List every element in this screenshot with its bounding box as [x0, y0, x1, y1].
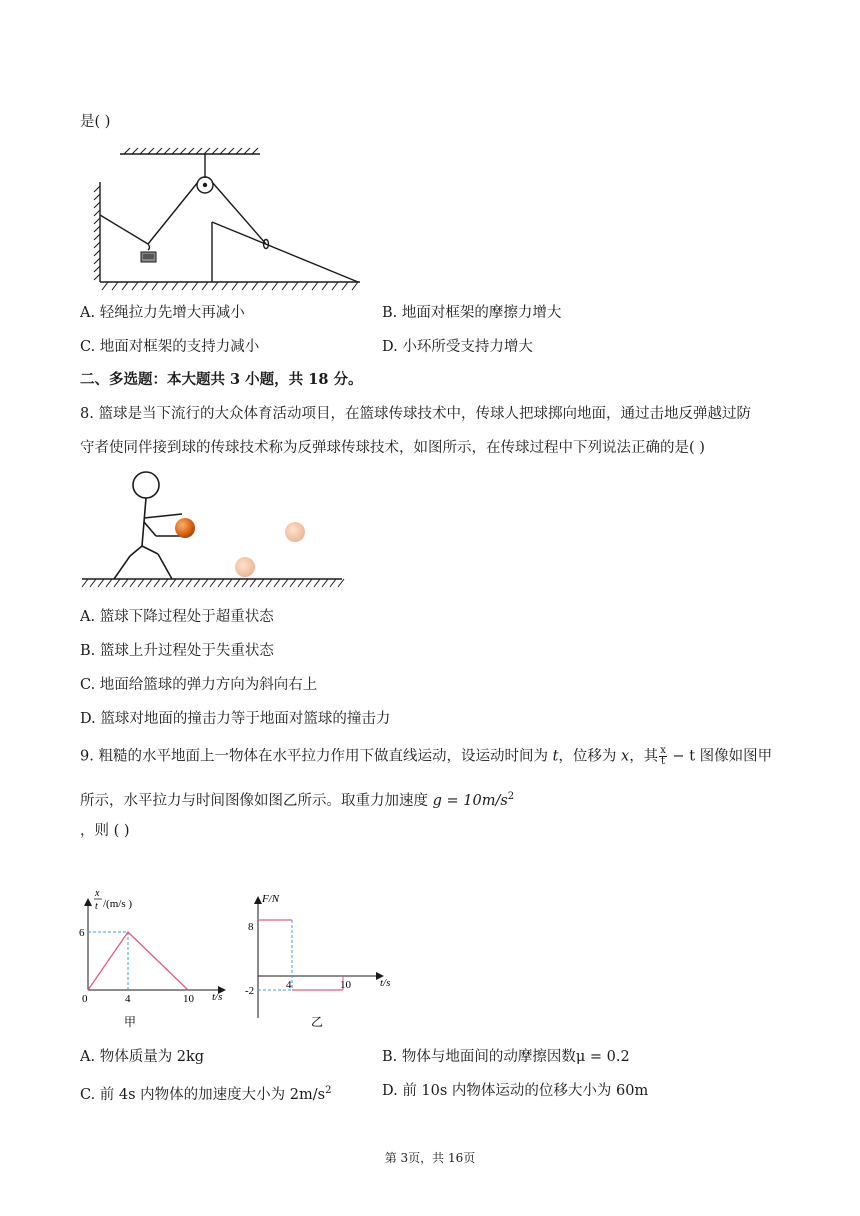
page-footer: 第 3页，共 16页 [384, 1151, 476, 1165]
q9-jia-ylabel-den: t [95, 901, 98, 912]
q7-pulley-figure [88, 140, 368, 292]
q8-option-d: D. 篮球对地面的撞击力等于地面对篮球的撞击力 [80, 711, 391, 727]
q7-option-b: B. 地面对框架的摩擦力增大 [382, 305, 562, 321]
q7-option-d: D. 小环所受支持力增大 [382, 339, 533, 355]
q9-jia-caption: 甲 [124, 1015, 137, 1029]
q8-option-a: A. 篮球下降过程处于超重状态 [80, 609, 274, 625]
q9-yi-tick-4: 4 [286, 979, 292, 991]
q9-yi-xlabel: t/s [380, 977, 391, 989]
q7-option-a: A. 轻绳拉力先增大再减小 [80, 305, 245, 321]
section-title-multi-choice: 二、多选题：本大题共 3 小题，共 18 分。 [80, 371, 363, 388]
q9-jia-tick-0: 0 [82, 993, 88, 1005]
q8-stem-line2: 守者使同伴接到球的传球技术称为反弹球传球技术，如图所示，在传球过程中下列说法正确的是( ) [80, 440, 705, 456]
q8-stem-line1: 8. 篮球是当下流行的大众体育活动项目，在篮球传球技术中，传球人把球掷向地面，通过击地反弹越过防 [80, 406, 751, 422]
q8-basketball-figure [80, 466, 346, 596]
q9-stem-line3: ，则 ( ) [80, 823, 130, 839]
q9-yi-tick-10: 10 [340, 979, 351, 991]
q8-option-c: C. 地面给篮球的弹力方向为斜向右上 [80, 677, 318, 693]
q9-fraction: $\frac{x}{t}$ [660, 745, 666, 767]
q9-yi-tick-m2: -2 [245, 985, 255, 997]
q9-yi-ylabel: F/N [262, 893, 280, 905]
q7-stem-tail: 是( ) [80, 114, 111, 130]
q9-option-a: A. 物体质量为 2kg [80, 1049, 205, 1065]
q9-jia-xlabel: t/s [212, 991, 223, 1003]
q9-option-c: C. 前 4s 内物体的加速度大小为 $2m/s^2$ [80, 1085, 332, 1103]
q9-yi-caption: 乙 [311, 1015, 324, 1029]
q8-option-b: B. 篮球上升过程处于失重状态 [80, 643, 274, 659]
q9-stem-line2: 所示，水平拉力与时间图像如图乙所示。取重力加速度 $g = 10m/s^2$ [80, 791, 515, 809]
q9-jia-tick-10: 10 [183, 993, 194, 1005]
q9-jia-ylabel-unit: /(m/s ) [103, 898, 133, 910]
q9-jia-tick-6: 6 [79, 927, 85, 939]
q9-option-b: B. 物体与地面间的动摩擦因数μ = 0.2 [382, 1049, 630, 1065]
q9-graph-jia [76, 884, 236, 1034]
q9-option-d: D. 前 10s 内物体运动的位移大小为 60m [382, 1083, 649, 1099]
q9-yi-tick-8: 8 [248, 921, 254, 933]
q7-option-c: C. 地面对框架的支持力减小 [80, 339, 260, 355]
q9-jia-tick-4: 4 [125, 993, 131, 1005]
q9-jia-series-line [88, 932, 188, 990]
q9-graph-yi [244, 890, 404, 1040]
q9-stem-line1: 9. 粗糙的水平地面上一物体在水平拉力作用下做直线运动，设运动时间为 t，位移为 x，其 $\frac{x}{t}$ − t 图像如图甲 [80, 745, 773, 767]
q9-jia-ylabel-num: x [95, 888, 100, 899]
